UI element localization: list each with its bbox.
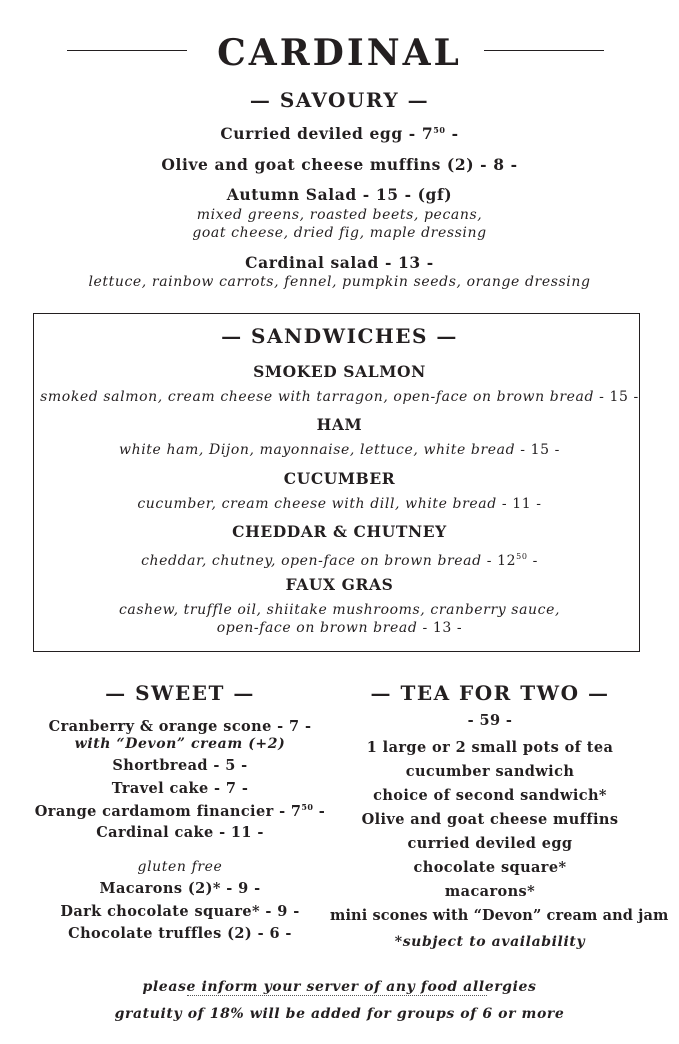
sandwich-ham: HAM <box>316 415 363 434</box>
tea-item: 1 large or 2 small pots of tea <box>366 739 614 756</box>
sweet-scone-note: with “Devon” cream (+2) <box>74 736 286 752</box>
tea-availability-note: *subject to availability <box>394 934 586 950</box>
sweet-item-travel-cake: Travel cake - 7 - <box>111 780 249 797</box>
smoked-salmon-desc: smoked salmon, cream cheese with tarragon, open-face on brown bread - 15 - <box>40 389 639 405</box>
cheddar-chutney-desc: cheddar, chutney, open-face on brown bread - $12^{50}$ - <box>141 552 538 569</box>
sandwiches-heading: — SANDWICHES — <box>221 324 458 348</box>
tea-item: macarons* <box>444 883 536 900</box>
gratuity-note: gratuity of 18% will be added for groups of 6 or more <box>114 1006 565 1022</box>
tea-item: mini scones with “Devon” cream and jam <box>330 907 669 924</box>
tea-item: chocolate square* <box>413 859 567 876</box>
sweet-item-dark-chocolate: Dark chocolate square* - 9 - <box>60 903 300 920</box>
tea-item: Olive and goat cheese muffins <box>361 811 619 828</box>
cardinal-salad-desc: lettuce, rainbow carrots, fennel, pumpkin seeds, orange dressing <box>88 274 591 290</box>
tea-item: cucumber sandwich <box>405 763 575 780</box>
faux-gras-desc-2: open-face on brown bread - 13 - <box>216 620 463 636</box>
sweet-item-financier: Orange cardamom financier - $7^{50}$ - <box>34 802 326 820</box>
savoury-heading: — SAVOURY — <box>249 88 430 112</box>
restaurant-title: CARDINAL <box>217 32 462 74</box>
faux-gras-desc-1: cashew, truffle oil, shiitake mushrooms, cranberry sauce, <box>118 602 561 618</box>
savoury-item-deviled-egg: Curried deviled egg - $7^{50}$ - <box>220 124 459 143</box>
allergy-note: please inform your server of any food allergies <box>142 979 537 995</box>
tea-price: - 59 - <box>467 712 513 729</box>
sandwich-smoked-salmon: SMOKED SALMON <box>253 362 426 381</box>
sweet-item-truffles: Chocolate truffles (2) - 6 - <box>68 925 292 942</box>
tea-item: choice of second sandwich* <box>373 787 607 804</box>
savoury-item-autumn-salad: Autumn Salad - 15 - (gf) <box>226 185 453 204</box>
tea-item: curried deviled egg <box>407 835 573 852</box>
savoury-item-muffins: Olive and goat cheese muffins (2) - 8 - <box>161 155 518 174</box>
tea-for-two-heading: — TEA FOR TWO — <box>370 681 610 705</box>
savoury-item-cardinal-salad: Cardinal salad - 13 - <box>245 253 434 272</box>
sweet-item-shortbread: Shortbread - 5 - <box>112 757 248 774</box>
sweet-item-scone: Cranberry & orange scone - 7 - <box>48 718 312 735</box>
cucumber-desc: cucumber, cream cheese with dill, white bread - 11 - <box>137 496 542 512</box>
gluten-free-label: gluten free <box>137 859 223 875</box>
sweet-item-cardinal-cake: Cardinal cake - 11 - <box>96 824 264 841</box>
sweet-heading: — SWEET — <box>105 681 255 705</box>
sweet-item-macarons: Macarons (2)* - 9 - <box>99 880 261 897</box>
sandwich-faux-gras: FAUX GRAS <box>285 575 394 594</box>
autumn-salad-desc-2: goat cheese, dried fig, maple dressing <box>192 225 487 241</box>
autumn-salad-desc-1: mixed greens, roasted beets, pecans, <box>196 207 483 223</box>
footer-dotted-divider <box>187 995 487 996</box>
sandwich-cucumber: CUCUMBER <box>283 469 396 488</box>
sandwich-cheddar-chutney: CHEDDAR & CHUTNEY <box>232 522 447 541</box>
ham-desc: white ham, Dijon, mayonnaise, lettuce, white bread - 15 - <box>119 442 560 458</box>
